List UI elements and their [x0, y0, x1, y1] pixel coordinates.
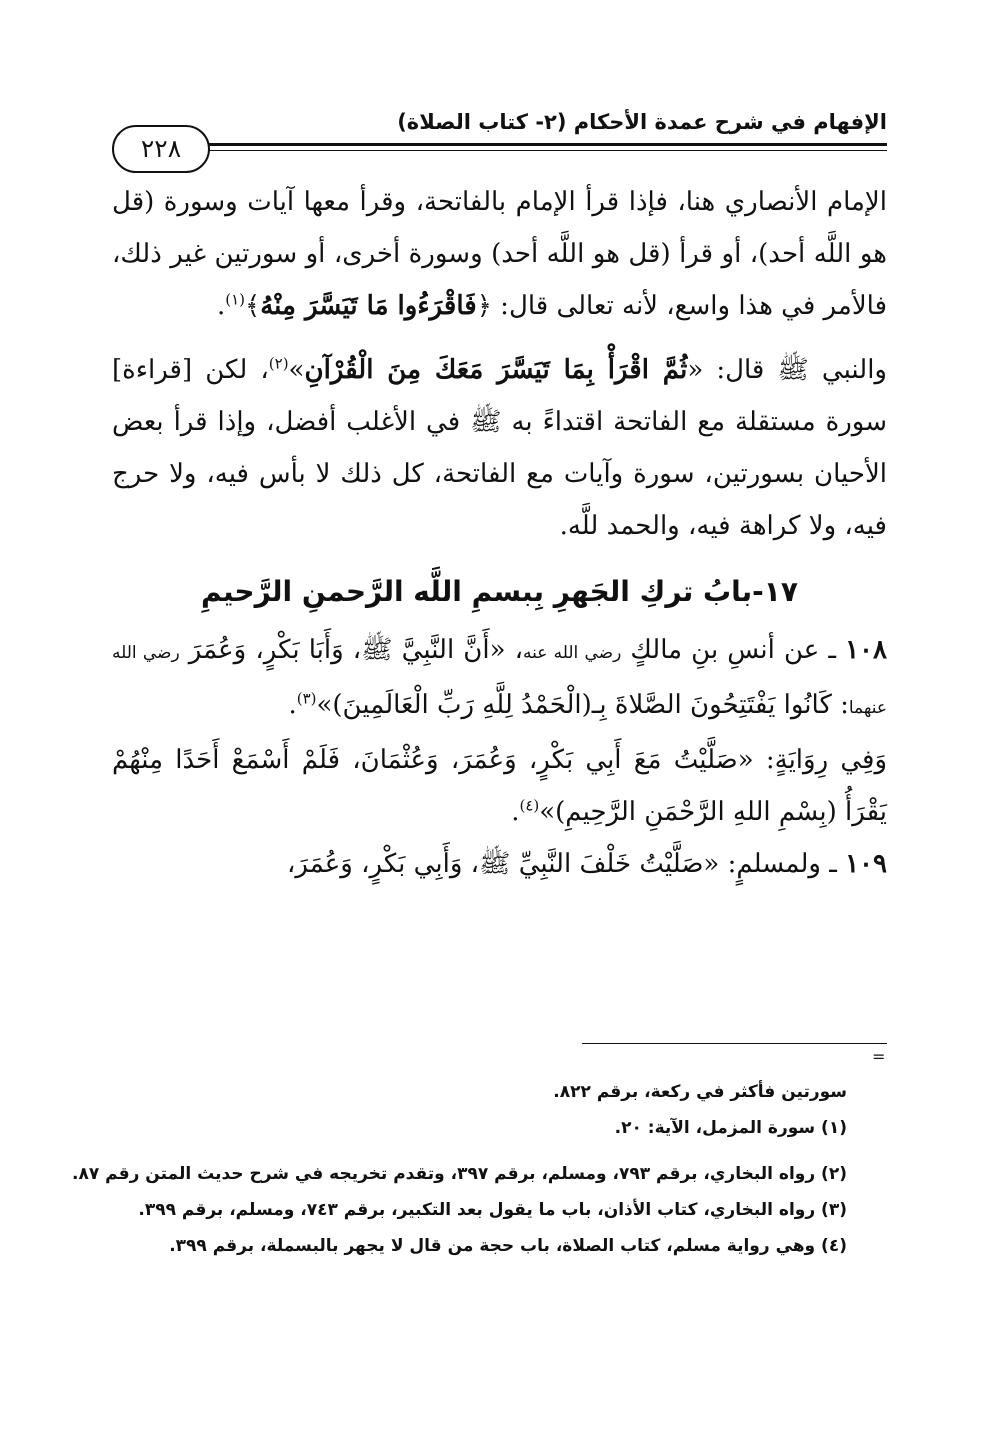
hadith-number-108: ١٠٨	[845, 635, 887, 665]
hadith-quote-close: »	[288, 355, 305, 385]
hadith-108-text-3: : كَانُوا يَفْتَتِحُونَ الصَّلاةَ بِـ(الْحَمْدُ لِلَّهِ رَبِّ الْعَالَمِينَ)»	[316, 690, 849, 720]
hadith-109-text: ـ ولمسلمٍ: «صَلَّيْتُ خَلْفَ النَّبِيِّ ﷺ، وَأَبِي بَكْرٍ، وَعُمَرَ،	[286, 849, 846, 879]
footnote-ref-4: (٤)	[519, 796, 540, 815]
footnote-4: (٤) وهي رواية مسلم، كتاب الصلاة، باب حجة من قال لا يجهر بالبسملة، برقم ٣٩٩.	[169, 1236, 847, 1256]
hadith-quote: ثُمَّ اقْرَأْ بِمَا تَيَسَّرَ مَعَكَ مِنَ الْقُرْآنِ	[304, 355, 688, 385]
footnotes	[71, 1074, 847, 1264]
footnote-ref-2: (٢)	[268, 354, 289, 373]
paragraph-2	[112, 344, 887, 552]
hadith-108-end: .	[288, 690, 297, 720]
quran-quote: فَاقْرَءُوا مَا تَيَسَّرَ مِنْهُ	[260, 291, 477, 321]
footnote-separator	[582, 1043, 887, 1044]
riwaya-end: .	[511, 797, 520, 827]
page-number: ٢٢٨	[112, 125, 210, 173]
paragraph-1-text: الإمام الأنصاري هنا، فإذا قرأ الإمام بالفاتحة، وقرأ معها آيات وسورة (قل هو اللَّه أحد)، أو قرأ (قل هو اللَّه أحد) وسورة أخرى، أو سورتين غير ذلك، فالأمر في هذا واسع، لأنه تعالى قال: ﴿	[112, 187, 887, 321]
chapter-heading: ١٧-بابُ تركِ الجَهرِ بِبسمِ اللَّه الرَّحمنِ الرَّحيمِ	[201, 575, 798, 608]
header-rule-thick	[194, 143, 887, 146]
paragraph-2-continuation: ، لكن [قراءة] سورة مستقلة مع الفاتحة اقتداءً به ﷺ في الأغلب أفضل، وإذا قرأ بعض الأحيان بسورتين، سورة وآيات مع الفاتحة، كل ذلك لا بأس فيه، ولا حرج فيه، ولا كراهة فيه، والحمد للَّه.	[112, 355, 887, 541]
hadith-108	[112, 624, 887, 734]
header-rule-thin	[194, 150, 887, 151]
paragraph-2-text: والنبي ﷺ قال: «	[687, 355, 887, 385]
honorific-1: رضي الله عنه	[522, 643, 622, 663]
header-title: الإفهام في شرح عمدة الأحكام (٢- كتاب الصلاة)	[397, 110, 887, 134]
hadith-109	[112, 838, 887, 890]
riwaya-paragraph	[112, 734, 887, 838]
hadith-108-text-2: ، «أَنَّ النَّبِيَّ ﷺ، وَأَبَا بَكْرٍ، وَعُمَرَ	[179, 635, 523, 665]
paragraph-1	[112, 176, 887, 332]
riwaya-text: وَفِي رِوَايَةٍ: «صَلَّيْتُ مَعَ أَبِي بَكْرٍ، وَعُمَرَ، وَعُثْمَانَ، فَلَمْ أَسْمَعْ أَحَدًا مِنْهُمْ يَقْرَأُ (بِسْمِ اللهِ الرَّحْمَنِ الرَّحِيمِ)»	[112, 745, 887, 827]
running-header	[112, 108, 887, 172]
footnote-ref-3: (٣)	[296, 689, 317, 708]
footnote-continuation: سورتين فأكثر في ركعة، برقم ٨٢٢.	[553, 1082, 847, 1102]
footnote-2: (٢) رواه البخاري، برقم ٧٩٣، ومسلم، برقم ٣٩٧، وتقدم تخريجه في شرح حديث المتن رقم ٨٧.	[71, 1164, 847, 1184]
honorific-2: رضي الله عنهما	[112, 643, 887, 718]
hadith-number-109: ١٠٩	[845, 849, 887, 879]
footnote-3: (٣) رواه البخاري، كتاب الأذان، باب ما يقول بعد التكبير، برقم ٧٤٣، ومسلم، برقم ٣٩٩.	[138, 1200, 847, 1220]
hadith-108-text: ـ عن أنسِ بنِ مالكٍ	[621, 635, 846, 665]
quran-bracket: ﴾	[244, 291, 261, 321]
footnote-ref-1: (١)	[225, 290, 245, 309]
footnote-1: (١) سورة المزمل، الآية: ٢٠.	[614, 1118, 847, 1138]
main-text	[112, 176, 887, 890]
footnote-continuation-mark: =	[872, 1047, 886, 1066]
paragraph-1-end: .	[216, 291, 226, 321]
